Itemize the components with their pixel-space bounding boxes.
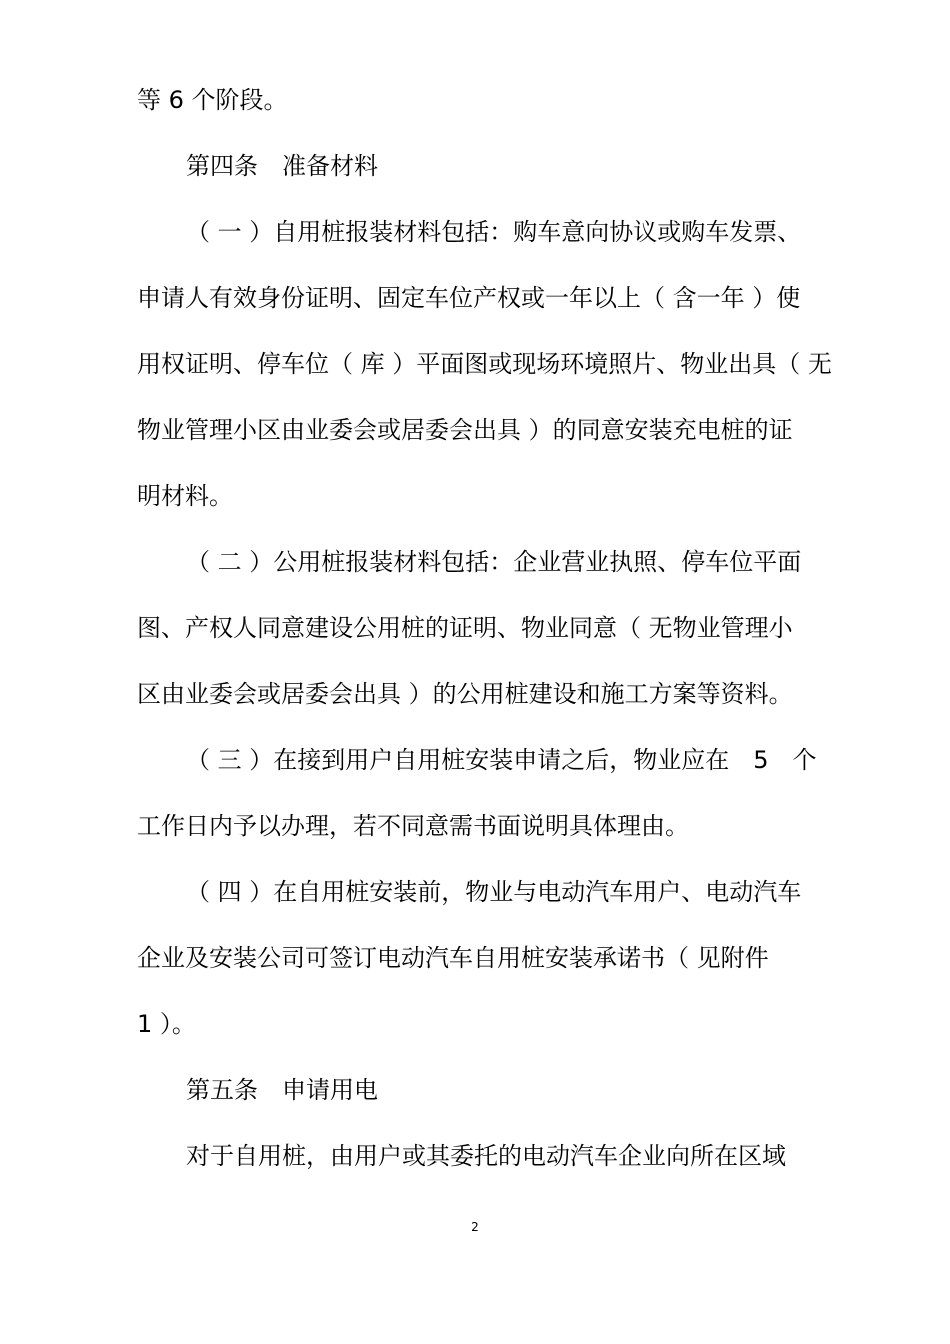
- body-text-line: 区由业委会或居委会出具 ）的公用桩建设和施工方案等资料。: [137, 680, 793, 708]
- page-number: 2: [471, 1220, 479, 1234]
- body-text-line: （ 一 ）自用桩报装材料包括：购车意向协议或购车发票、: [186, 218, 802, 246]
- body-text-line: 1 ）。: [137, 1010, 196, 1038]
- section-heading: 第四条 准备材料: [186, 152, 378, 180]
- body-text-line: 用权证明、停车位（ 库 ）平面图或现场环境照片、物业出具（ 无: [137, 350, 832, 378]
- body-text-line: 对于自用桩，由用户或其委托的电动汽车企业向所在区域: [186, 1142, 786, 1170]
- body-text-line: 企业及安装公司可签订电动汽车自用桩安装承诺书（ 见附件: [137, 944, 769, 972]
- body-text-line: 工作日内予以办理，若不同意需书面说明具体理由。: [137, 812, 689, 840]
- body-text-line: 物业管理小区由业委会或居委会出具 ）的同意安装充电桩的证: [137, 416, 793, 444]
- body-text-line: 等 6 个阶段。: [137, 86, 288, 114]
- section-heading: 第五条 申请用电: [186, 1076, 378, 1104]
- body-text-line: （ 三 ）在接到用户自用桩安装申请之后，物业应在 5 个: [186, 746, 817, 774]
- body-text-line: （ 二 ）公用桩报装材料包括：企业营业执照、停车位平面: [186, 548, 802, 576]
- body-text-line: 图、产权人同意建设公用桩的证明、物业同意（ 无物业管理小: [137, 614, 793, 642]
- body-text-line: 明材料。: [137, 482, 233, 510]
- body-text-line: 申请人有效身份证明、固定车位产权或一年以上（ 含一年 ）使: [137, 284, 801, 312]
- body-text-line: （ 四 ）在自用桩安装前，物业与电动汽车用户、电动汽车: [186, 878, 802, 906]
